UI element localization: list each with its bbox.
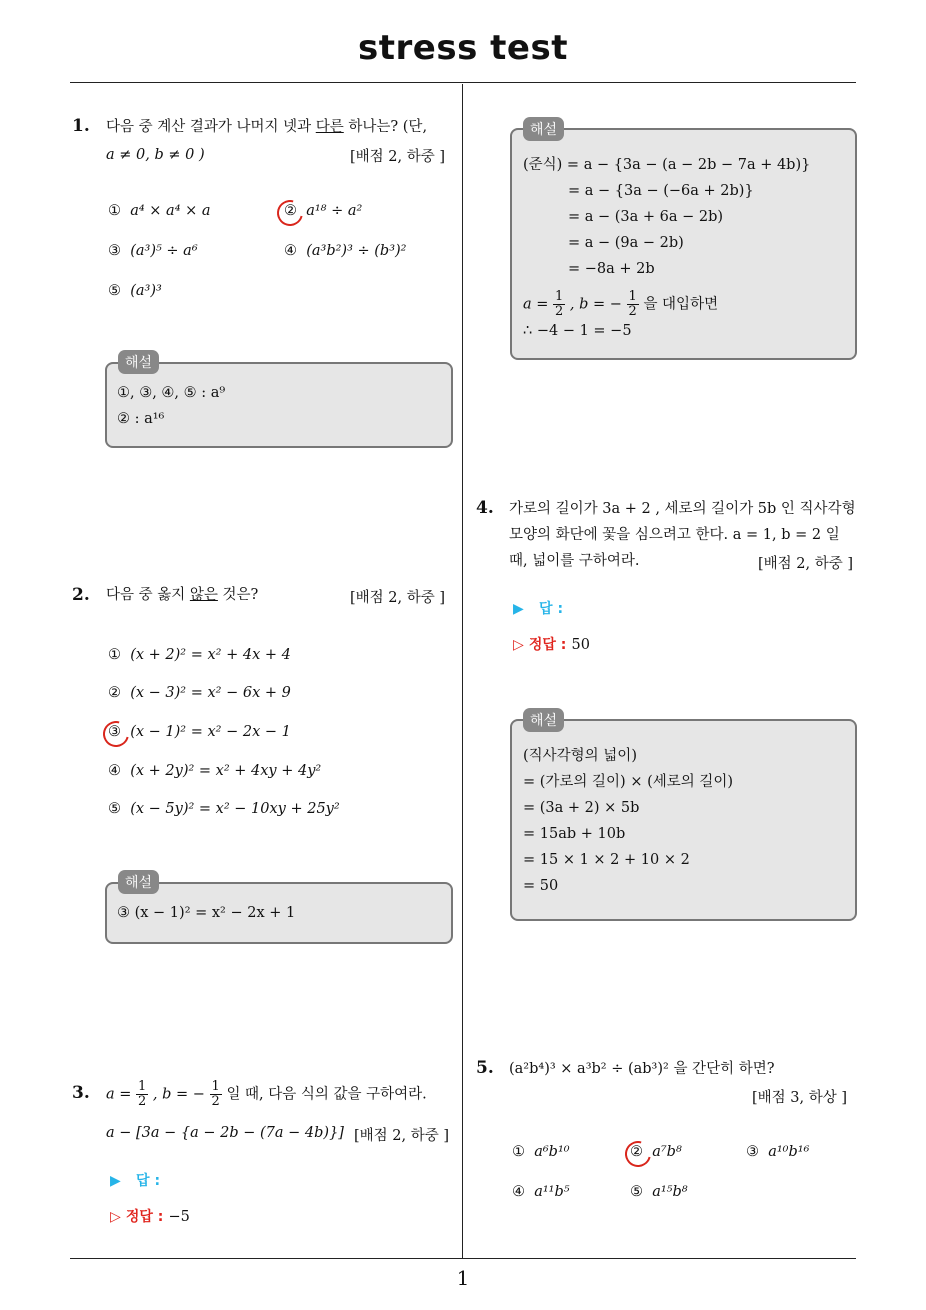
correct-answer-line: ▷ 정답 : 50 (513, 637, 590, 653)
solution-line: ∴ −4 − 1 = −5 (523, 323, 632, 339)
option-1[interactable]: ① (x + 2)² = x² + 4x + 4 (108, 647, 291, 663)
option-5[interactable]: ⑤ a¹⁵b⁸ (630, 1184, 688, 1200)
solution-line: = (3a + 2) × 5b (523, 800, 640, 816)
question-number: 5. (476, 1058, 494, 1078)
score-label: [배점 3, 하상 ] (752, 1090, 848, 1106)
option-4[interactable]: ④ (a³b²)³ ÷ (b³)² (284, 243, 407, 259)
score-label: [배점 2, 하중 ] (354, 1128, 450, 1144)
solution-line: = a − {3a − (−6a + 2b)} (568, 183, 754, 199)
solution-line: = 15ab + 10b (523, 826, 626, 842)
solution-substitution: a = $\frac{1}{2}$ , b = − $\frac{1}{2}$ 을 대입하면 (523, 289, 719, 319)
page-number: 1 (456, 1266, 470, 1290)
question-expression: a − [3a − {a − 2b − (7a − 4b)}] (106, 1125, 344, 1141)
question-condition: a ≠ 0, b ≠ 0 ) (106, 147, 205, 163)
fraction: $\frac{1}{2}$ (211, 1079, 220, 1109)
solution-line: = −8a + 2b (568, 261, 655, 277)
question-text: a = $\frac{1}{2}$ , b = − $\frac{1}{2}$ 일 때, 다음 식의 값을 구하여라. (106, 1079, 427, 1109)
score-label: [배점 2, 하중 ] (758, 556, 854, 572)
option-3[interactable]: ③ a¹⁰b¹⁶ (746, 1144, 810, 1160)
option-5[interactable]: ⑤ (x − 5y)² = x² − 10xy + 25y² (108, 801, 340, 817)
option-2[interactable]: ② a⁷b⁸ (630, 1144, 682, 1160)
solution-line: = 15 × 1 × 2 + 10 × 2 (523, 852, 690, 868)
option-3[interactable]: ③ (a³)⁵ ÷ a⁶ (108, 243, 198, 259)
play-icon: ▶ (513, 601, 524, 617)
solution-line: ①, ③, ④, ⑤ : a⁹ (117, 385, 226, 401)
solution-label: 해설 (523, 708, 564, 732)
option-1[interactable]: ① a⁶b¹⁰ (512, 1144, 570, 1160)
solution-label: 해설 (118, 350, 159, 374)
solution-line: = 50 (523, 878, 559, 894)
solution-label: 해설 (523, 117, 564, 141)
question-number: 3. (72, 1083, 90, 1103)
solution-line: = (가로의 길이) × (세로의 길이) (523, 774, 734, 790)
answer-line: ▶ 답 : (110, 1173, 161, 1189)
option-4[interactable]: ④ a¹¹b⁵ (512, 1184, 570, 1200)
score-label: [배점 2, 하중 ] (350, 149, 446, 165)
score-label: [배점 2, 하중 ] (350, 590, 446, 606)
play-icon: ▶ (110, 1173, 121, 1189)
option-3[interactable]: ③ (x − 1)² = x² − 2x − 1 (108, 724, 291, 740)
question-text: 모양의 화단에 꽃을 심으려고 한다. a = 1, b = 2 일 (509, 527, 840, 543)
page-title: stress test (358, 28, 568, 68)
question-text: (a²b⁴)³ × a³b² ÷ (ab³)² 을 간단히 하면? (509, 1061, 775, 1077)
solution-line: ③ (x − 1)² = x² − 2x + 1 (117, 905, 296, 921)
question-number: 4. (476, 498, 494, 518)
top-rule (70, 82, 856, 83)
solution-line: ② : a¹⁶ (117, 411, 165, 427)
option-2[interactable]: ② a¹⁸ ÷ a² (284, 203, 363, 219)
option-5[interactable]: ⑤ (a³)³ (108, 283, 162, 299)
solution-label: 해설 (118, 870, 159, 894)
outline-play-icon: ▷ (110, 1209, 121, 1225)
option-4[interactable]: ④ (x + 2y)² = x² + 4xy + 4y² (108, 763, 322, 779)
question-text: 때, 넓이를 구하여라. (509, 553, 640, 569)
outline-play-icon: ▷ (513, 637, 524, 653)
question-text: 가로의 길이가 3a + 2 , 세로의 길이가 5b 인 직사각형 (509, 501, 856, 517)
fraction: $\frac{1}{2}$ (138, 1079, 147, 1109)
question-text: 다음 중 계산 결과가 나머지 넷과 다른 하나는? (단, (106, 119, 428, 135)
answer-line: ▶ 답 : (513, 601, 564, 617)
correct-answer-line: ▷ 정답 : −5 (110, 1209, 190, 1225)
solution-line: (준식) = a − {3a − (a − 2b − 7a + 4b)} (523, 157, 811, 173)
question-text: 다음 중 옳지 않은 것은? (106, 587, 259, 603)
option-2[interactable]: ② (x − 3)² = x² − 6x + 9 (108, 685, 291, 701)
solution-line: = a − (3a + 6a − 2b) (568, 209, 724, 225)
option-1[interactable]: ① a⁴ × a⁴ × a (108, 203, 211, 219)
bottom-rule (70, 1258, 856, 1259)
question-number: 2. (72, 585, 90, 605)
solution-line: (직사각형의 넓이) (523, 748, 637, 764)
question-number: 1. (72, 116, 90, 136)
solution-line: = a − (9a − 2b) (568, 235, 684, 251)
column-divider (462, 84, 463, 1259)
